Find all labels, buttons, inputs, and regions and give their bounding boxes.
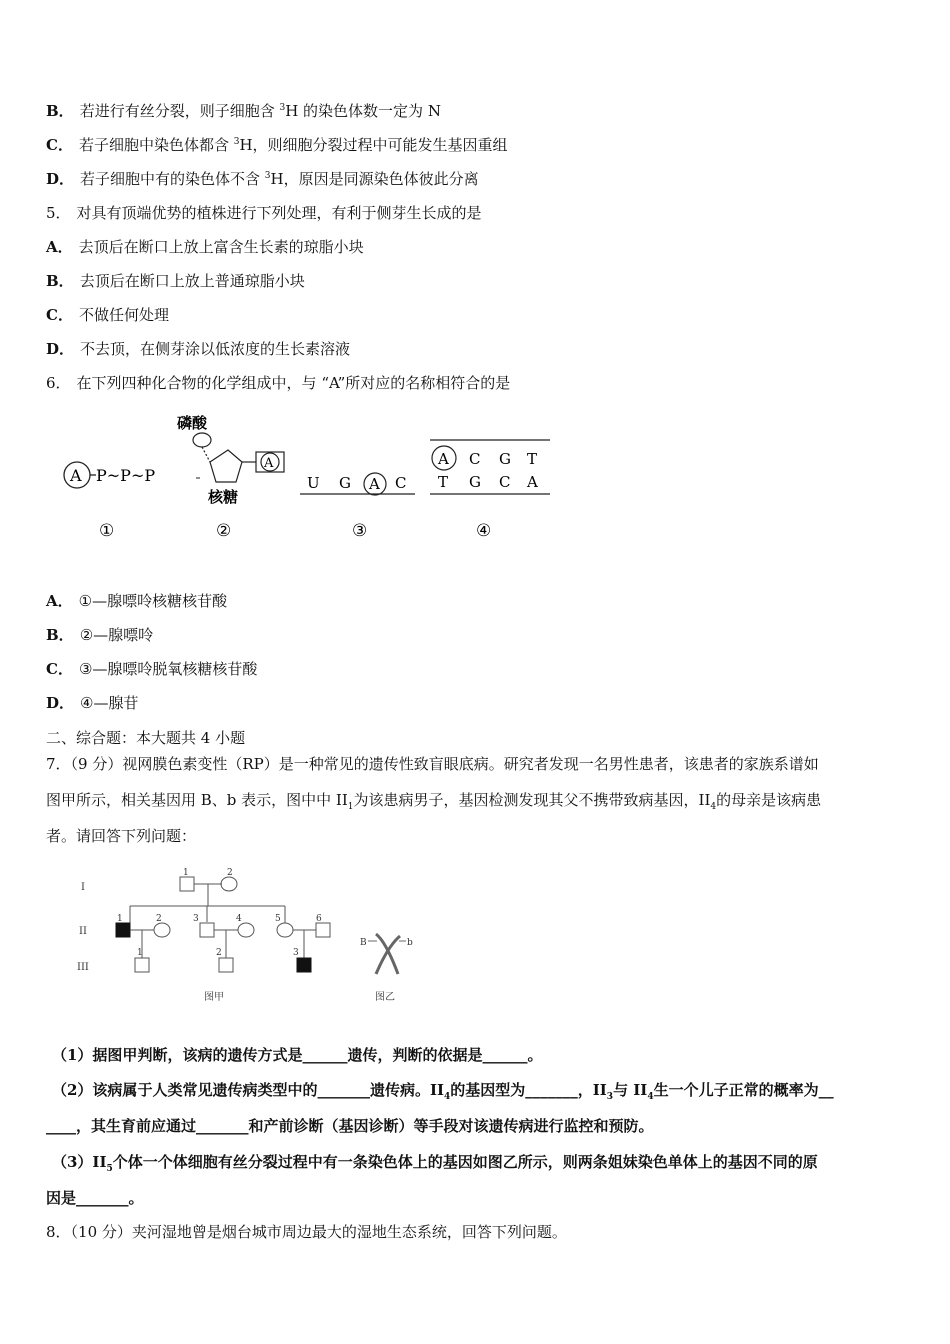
q7-sub-2-line-1: （2）该病属于人类常见遗传病类型中的_______遗传病。$II_4$的基因型为_______，$II_3$与 $II_4$生一个儿子正常的概率为__ [52, 1081, 834, 1102]
q7-line-1: 7．（9 分）视网膜色素变性（RP）是一种常见的遗传性致盲眼底病。研究者发现一名男性患者，该患者的家族系谱如 [46, 755, 819, 773]
fig4-bottom-c: C [499, 473, 511, 491]
svg-text:3: 3 [193, 914, 199, 924]
q5-option-a: A． 去顶后在断口上放上富含生长素的琼脂小块 [46, 238, 364, 256]
fig-label-1: ① [99, 521, 115, 541]
svg-text:2: 2 [216, 948, 222, 958]
i-2-female [221, 877, 237, 891]
q6-option-c: C． ③—腺嘌呤脱氧核糖核苷酸 [46, 660, 258, 678]
q7-sub-2-line-2: ____，其生育前应通过_______和产前诊断（基因诊断）等手段对该遗传病进行监控和预防。 [46, 1117, 654, 1135]
svg-text:1: 1 [117, 914, 123, 924]
fig2-phosphate-label: 磷酸 [177, 414, 208, 432]
q7-line-3: 者。请回答下列问题： [46, 827, 197, 845]
fig1-atp [64, 462, 155, 488]
fig4-bottom-a: A [527, 473, 538, 491]
q7-line-2: 图甲所示，相关基因用 B、b 表示，图中中 $II_1$为该患病男子，基因检测发现其父不携带致病基因，$II_4$的母亲是该病患 [46, 791, 822, 812]
fig-label-3: ③ [352, 521, 368, 541]
i-1-male [180, 877, 194, 891]
q6-figure [50, 410, 570, 550]
figure-b-label: 图乙 [375, 992, 395, 1003]
iii-3-affected-male [297, 958, 311, 972]
fig3-rna [300, 473, 415, 495]
fig4-bottom-g: G [469, 473, 481, 491]
svg-text:5: 5 [275, 914, 281, 924]
fig4-top-g: G [499, 450, 511, 468]
q7-sub-3-line-1: $(3)II_5$个体一个体细胞有丝分裂过程中有一条染色体上的基因如图乙所示，则两条姐妹染色单体上的基因不同的原 [52, 1153, 818, 1174]
q5-option-b: B． 去顶后在断口上放上普通琼脂小块 [46, 272, 305, 290]
gene-b-upper-label: B [360, 938, 367, 948]
figure-a-label: 图甲 [204, 992, 224, 1003]
fig4-top-c: C [469, 450, 481, 468]
svg-text:3: 3 [293, 948, 299, 958]
fig-label-2: ② [216, 521, 232, 541]
fig4-bottom-t: T [438, 473, 449, 491]
ii-5-female [277, 923, 293, 937]
generation-ii-label: II [79, 926, 87, 937]
generation-i-label: I [81, 882, 85, 893]
fig1-base-a: A [70, 466, 82, 485]
q6-stem: 6． 在下列四种化合物的化学组成中，与 “A”所对应的名称相符合的是 [46, 374, 511, 392]
fig4-dna [430, 440, 550, 494]
ii-1-affected-male [116, 923, 130, 937]
q6-option-d: D． ④—腺苷 [46, 694, 139, 712]
ii-6-male [316, 923, 330, 937]
fig3-base-a: A [369, 475, 380, 493]
q7-sub-1: （1）据图甲判断，该病的遗传方式是______遗传，判断的依据是______。 [52, 1046, 543, 1064]
fig3-base-g: G [339, 474, 351, 492]
q4-option-b: B． 若进行有丝分裂，则子细胞含 $^3$H 的染色体数一定为 N [46, 102, 441, 120]
q4-option-d: D． 若子细胞中有的染色体不含 $^3$H，原因是同源染色体彼此分离 [46, 170, 479, 188]
svg-text:4: 4 [236, 914, 242, 924]
chromatid-figure [360, 934, 413, 974]
section-2-title: 二、综合题：本大题共 4 小题 [46, 729, 246, 747]
fig3-base-c: C [395, 474, 407, 492]
q6-option-b: B． ②—腺嘌呤 [46, 626, 154, 644]
iii-2-male [219, 958, 233, 972]
fig-label-4: ④ [476, 521, 492, 541]
q5-option-d: D． 不去顶，在侧芽涂以低浓度的生长素溶液 [46, 340, 351, 358]
ii-4-female [238, 923, 254, 937]
svg-text:1: 1 [137, 948, 143, 958]
q8-stem: 8．（10 分）夹河湿地曾是烟台城市周边最大的湿地生态系统，回答下列问题。 [46, 1223, 567, 1241]
fig2-ribose-label: 核糖 [208, 488, 239, 506]
iii-1-male [135, 958, 149, 972]
q6-option-a: A． ①—腺嘌呤核糖核苷酸 [46, 592, 228, 610]
q7-sub-3-line-2: 因是_______。 [46, 1189, 144, 1207]
fig1-phosphate-chain: P~P~P [96, 466, 156, 485]
fig3-base-u: U [307, 474, 320, 492]
ii-3-male [200, 923, 214, 937]
fig2-nucleotide [177, 414, 284, 506]
fig2-base-a: A [264, 456, 274, 471]
q7-pedigree-figure [70, 866, 430, 1008]
svg-text:1: 1 [183, 868, 189, 878]
ii-2-female [154, 923, 170, 937]
q5-stem: 5． 对具有顶端优势的植株进行下列处理，有利于侧芽生长成的是 [46, 204, 482, 222]
fig4-top-t: T [527, 450, 538, 468]
q4-option-c: C． 若子细胞中染色体都含 $^3$H，则细胞分裂过程中可能发生基因重组 [46, 136, 508, 154]
svg-text:2: 2 [156, 914, 162, 924]
generation-iii-label: III [77, 962, 89, 973]
q5-option-c: C． 不做任何处理 [46, 306, 169, 324]
gene-b-lower-label: b [407, 938, 413, 948]
fig4-top-a: A [438, 450, 449, 468]
svg-text:6: 6 [316, 914, 322, 924]
svg-text:2: 2 [227, 868, 233, 878]
